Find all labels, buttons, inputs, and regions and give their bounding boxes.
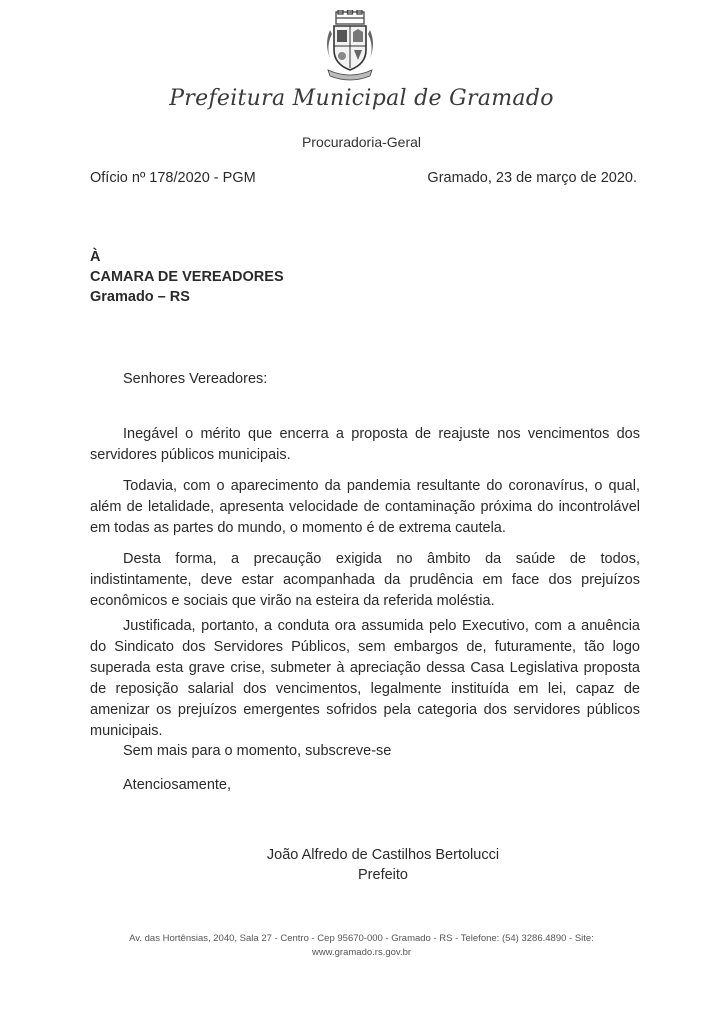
coat-of-arms-icon (322, 10, 378, 82)
salutation: Senhores Vereadores: (123, 371, 268, 387)
closing-regards: Atenciosamente, (123, 777, 232, 793)
footer-website: www.gramado.rs.gov.br (311, 947, 412, 958)
body-paragraph-3: Desta forma, a precaução exigida no âmbito da saúde de todos, indistintamente, deve estar acompanhada da prudência em face dos prejuízos econômicos e sociais que virão na esteira da referida moléstia. (90, 551, 640, 609)
recipient-line-3: Gramado – RS (90, 289, 190, 305)
signature-block (228, 845, 538, 885)
signatory-role: Prefeito (358, 867, 408, 883)
recipient-block (90, 247, 284, 307)
body-paragraph-2: Todavia, com o aparecimento da pandemia resultante do coronavírus, o qual, além de letalidade, apresenta velocidade de contaminação próxima do incontrolável em todas as partes do mundo, o momento é de extrema cautela. (90, 478, 640, 536)
closing-line: Sem mais para o momento, subscreve-se (123, 743, 392, 759)
letter-date: Gramado, 23 de março de 2020. (427, 170, 637, 186)
recipient-line-1: À (90, 249, 101, 265)
office-number: Ofício nº 178/2020 - PGM (90, 170, 256, 186)
signatory-name: João Alfredo de Castilhos Bertolucci (266, 847, 500, 863)
department-name: Procuradoria-Geral (301, 134, 422, 150)
body-paragraph-1: Inegável o mérito que encerra a proposta de reajuste nos vencimentos dos servidores públicos municipais. (90, 426, 640, 463)
body-paragraph-4: Justificada, portanto, a conduta ora assumida pelo Executivo, com a anuência do Sindicato dos Servidores Públicos, sem embargos de, futuramente, tão logo superada esta grave crise, submeter à apreciação dessa Casa Legislativa proposta de reposição salarial dos vencimentos, legalmente instituída em lei, capaz de amenizar os prejuízos emergentes sofridos pela categoria dos servidores públicos municipais. (90, 618, 640, 739)
page-footer (80, 932, 643, 960)
recipient-line-2: CAMARA DE VEREADORES (90, 269, 284, 285)
office-title: Prefeitura Municipal de Gramado (169, 86, 554, 111)
footer-address: Av. das Hortênsias, 2040, Sala 27 - Centro - Cep 95670-000 - Gramado - RS - Telefone: (54) 3286.4890 - Site: (129, 933, 594, 944)
